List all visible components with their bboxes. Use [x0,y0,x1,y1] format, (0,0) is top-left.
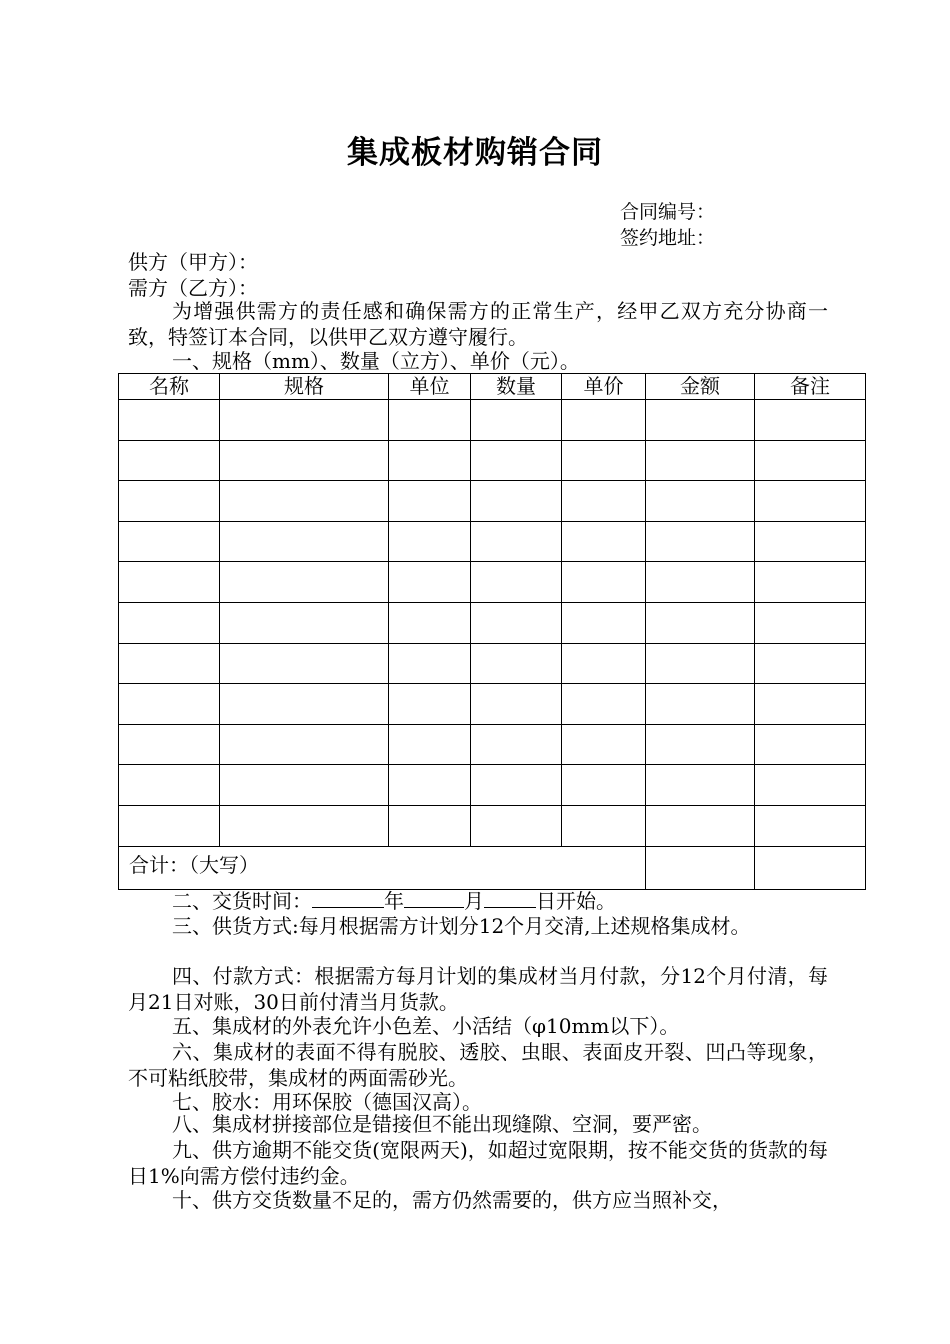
table-cell[interactable] [562,684,646,725]
total-amount-cell[interactable] [646,846,755,889]
table-row [119,805,866,846]
table-cell[interactable] [646,440,755,481]
table-cell[interactable] [562,562,646,603]
table-cell[interactable] [471,805,562,846]
table-cell[interactable] [646,602,755,643]
header-unit: 单位 [389,374,471,400]
clause-9: 九、供方逾期不能交货(宽限两天)，如超过宽限期，按不能交货的货款的每日1%向需方偿付违约金。 [128,1138,828,1188]
table-cell[interactable] [755,400,866,441]
table-cell[interactable] [119,481,220,522]
supplier-label: 供方（甲方）： [128,250,258,274]
table-cell[interactable] [755,481,866,522]
table-cell[interactable] [220,602,389,643]
table-cell[interactable] [646,684,755,725]
contract-number-label: 合同编号： [620,201,716,223]
delivery-prefix: 二、交货时间： [172,889,312,913]
table-row [119,400,866,441]
table-cell[interactable] [646,481,755,522]
table-cell[interactable] [220,481,389,522]
buyer-label: 需方（乙方）： [128,276,258,300]
table-row [119,521,866,562]
table-cell[interactable] [389,765,471,806]
table-cell[interactable] [119,643,220,684]
table-cell[interactable] [755,521,866,562]
clause-4: 四、付款方式：根据需方每月计划的集成材当月付款，分12个月付清，每月21日对账，30日前付清当月货款。 [128,964,828,1014]
table-cell[interactable] [646,400,755,441]
table-cell[interactable] [755,724,866,765]
table-cell[interactable] [119,562,220,603]
table-cell[interactable] [562,643,646,684]
table-cell[interactable] [119,440,220,481]
table-row [119,562,866,603]
table-total-row [119,846,866,889]
table-cell[interactable] [755,765,866,806]
table-row [119,765,866,806]
delivery-month-label: 月 [464,889,484,913]
table-row [119,440,866,481]
table-cell[interactable] [119,805,220,846]
table-cell[interactable] [646,521,755,562]
sign-place-label: 签约地址： [620,227,716,249]
table-cell[interactable] [119,602,220,643]
table-cell[interactable] [119,765,220,806]
delivery-year-label: 年 [384,889,404,913]
table-cell[interactable] [220,643,389,684]
table-cell[interactable] [755,684,866,725]
table-cell[interactable] [646,724,755,765]
table-cell[interactable] [220,805,389,846]
table-cell[interactable] [562,440,646,481]
table-row [119,724,866,765]
table-cell[interactable] [119,521,220,562]
clause-6: 六、集成材的表面不得有脱胶、透胶、虫眼、表面皮开裂、凹凸等现象，不可粘纸胶带，集成材的两面需砂光。 [128,1040,828,1090]
delivery-time-line [172,887,616,914]
table-cell[interactable] [220,765,389,806]
table-cell[interactable] [471,440,562,481]
table-row [119,602,866,643]
table-cell[interactable] [389,440,471,481]
table-cell[interactable] [389,400,471,441]
table-header-row [119,374,866,400]
delivery-month-blank[interactable] [404,887,464,908]
table-cell[interactable] [119,400,220,441]
table-cell[interactable] [755,805,866,846]
document-title: 集成板材购销合同 [347,135,603,171]
table-cell[interactable] [562,805,646,846]
table-cell[interactable] [220,684,389,725]
table-row [119,643,866,684]
header-name: 名称 [119,374,220,400]
table-cell[interactable] [646,805,755,846]
table-cell[interactable] [646,562,755,603]
table-cell[interactable] [755,643,866,684]
table-cell[interactable] [220,562,389,603]
table-cell[interactable] [646,765,755,806]
table-cell[interactable] [471,521,562,562]
clause-5: 五、集成材的外表允许小色差、小活结（φ10mm以下）。 [172,1014,680,1038]
header-amount: 金额 [646,374,755,400]
header-remarks: 备注 [755,374,866,400]
delivery-day-blank[interactable] [484,887,536,908]
total-label: 合计：（大写） [119,846,646,889]
table-cell[interactable] [471,602,562,643]
table-cell[interactable] [389,602,471,643]
total-remarks-cell[interactable] [755,846,866,889]
table-cell[interactable] [220,400,389,441]
table-row [119,684,866,725]
spec-table [118,373,866,890]
delivery-year-blank[interactable] [312,887,384,908]
delivery-day-suffix: 日开始。 [536,889,616,913]
table-cell[interactable] [389,481,471,522]
table-cell[interactable] [389,521,471,562]
table-cell[interactable] [755,602,866,643]
table-cell[interactable] [755,440,866,481]
table-cell[interactable] [471,765,562,806]
header-quantity: 数量 [471,374,562,400]
table-cell[interactable] [220,521,389,562]
header-unit-price: 单价 [562,374,646,400]
table-cell[interactable] [389,724,471,765]
table-cell[interactable] [471,684,562,725]
clause-10: 十、供方交货数量不足的，需方仍然需要的，供方应当照补交， [172,1188,732,1212]
table-row [119,481,866,522]
intro-paragraph: 为增强供需方的责任感和确保需方的正常生产，经甲乙双方充分协商一致，特签订本合同，以供甲乙双方遵守履行。 [128,299,828,349]
clause-7: 七、胶水：用环保胶（德国汉高）。 [172,1090,482,1114]
table-cell[interactable] [220,724,389,765]
table-cell[interactable] [389,684,471,725]
table-cell[interactable] [389,643,471,684]
table-cell[interactable] [562,602,646,643]
table-cell[interactable] [562,400,646,441]
header-spec: 规格 [220,374,389,400]
table-cell[interactable] [562,481,646,522]
table-cell[interactable] [562,765,646,806]
clause-8: 八、集成材拼接部位是错接但不能出现缝隙、空洞，要严密。 [172,1112,712,1136]
table-cell[interactable] [471,481,562,522]
table-cell[interactable] [471,643,562,684]
table-cell[interactable] [755,562,866,603]
table-cell[interactable] [119,724,220,765]
table-cell[interactable] [471,562,562,603]
table-cell[interactable] [220,440,389,481]
table-cell[interactable] [471,724,562,765]
table-cell[interactable] [119,684,220,725]
table-cell[interactable] [646,643,755,684]
table-cell[interactable] [389,805,471,846]
table-cell[interactable] [389,562,471,603]
table-cell[interactable] [562,521,646,562]
table-cell[interactable] [562,724,646,765]
table-cell[interactable] [471,400,562,441]
section-1-heading: 一、规格（mm）、数量（立方）、单价（元）。 [172,349,580,373]
clause-3: 三、供货方式:每月根据需方计划分12个月交清,上述规格集成材。 [172,914,751,938]
